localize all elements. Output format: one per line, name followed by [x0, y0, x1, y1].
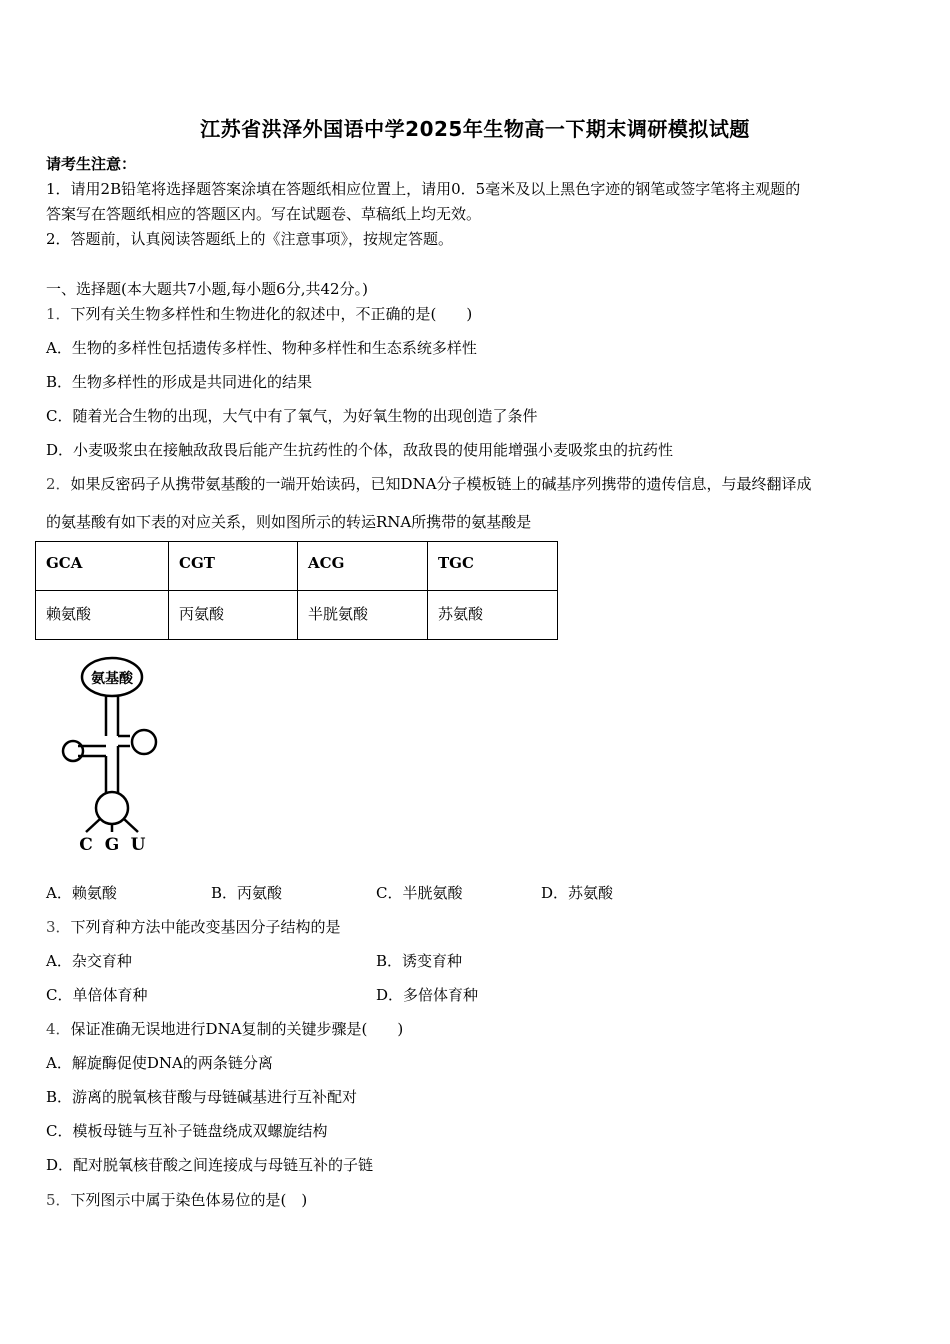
q4-option-b: B．游离的脱氧核苷酸与母链碱基进行互补配对	[46, 1088, 358, 1106]
table-cell: CGT	[169, 542, 298, 591]
table-cell: 丙氨酸	[169, 591, 298, 640]
q2-option-a: A．赖氨酸	[46, 884, 117, 902]
table-cell: TGC	[428, 542, 558, 591]
question-2-stem	[46, 473, 812, 494]
q4-option-d: D．配对脱氧核苷酸之间连接成与母链互补的子链	[46, 1156, 374, 1174]
table-cell: 赖氨酸	[36, 591, 169, 640]
notice-line-1: 1．请用2B铅笔将选择题答案涂填在答题纸相应位置上，请用0．5毫米及以上黑色字迹的钢笔或签字笔将主观题的	[46, 180, 801, 198]
q1-option-b: B．生物多样性的形成是共同进化的结果	[46, 373, 313, 391]
question-number: 2．	[46, 475, 71, 493]
question-4-stem	[46, 1018, 403, 1039]
notice-heading: 请考生注意：	[46, 155, 137, 173]
question-number: 4．	[46, 1020, 71, 1038]
page-title: 江苏省洪泽外国语中学2025年生物高一下期末调研模拟试题	[200, 117, 750, 141]
question-number: 1．	[46, 305, 71, 323]
q4-option-c: C．模板母链与互补子链盘绕成双螺旋结构	[46, 1122, 328, 1140]
question-3-stem	[46, 916, 341, 937]
question-text: 下列有关生物多样性和生物进化的叙述中，不正确的是( )	[70, 305, 473, 323]
table-row	[36, 591, 558, 640]
question-1-stem	[46, 303, 472, 324]
table-cell: 半胱氨酸	[298, 591, 428, 640]
q2-option-d: D．苏氨酸	[541, 884, 614, 902]
q4-option-a: A．解旋酶促使DNA的两条链分离	[46, 1054, 273, 1072]
q2-option-b: B．丙氨酸	[211, 884, 283, 902]
q1-option-a: A．生物的多样性包括遗传多样性、物种多样性和生态系统多样性	[46, 339, 477, 357]
table-cell: 苏氨酸	[428, 591, 558, 640]
q3-option-a: A．杂交育种	[46, 952, 132, 970]
q1-option-d: D．小麦吸浆虫在接触敌敌畏后能产生抗药性的个体，敌敌畏的使用能增强小麦吸浆虫的抗药性	[46, 441, 674, 459]
table-cell: ACG	[298, 542, 428, 591]
table-cell: GCA	[36, 542, 169, 591]
q3-option-d: D．多倍体育种	[376, 986, 479, 1004]
anticodon-base: C	[79, 835, 93, 855]
anticodon-base: U	[130, 835, 146, 855]
q3-option-b: B．诱变育种	[376, 952, 463, 970]
notice-line-2: 2．答题前，认真阅读答题纸上的《注意事项》，按规定答题。	[46, 230, 454, 248]
table-row	[36, 542, 558, 591]
question-text: 如果反密码子从携带氨基酸的一端开始读码，已知DNA分子模板链上的碱基序列携带的遗传信息，与最终翻译成	[70, 475, 812, 493]
question-2-stem-cont: 的氨基酸有如下表的对应关系，则如图所示的转运RNA所携带的氨基酸是	[46, 513, 532, 531]
section-heading: 一、选择题(本大题共7小题,每小题6分,共42分。)	[46, 280, 368, 298]
q2-option-c: C．半胱氨酸	[376, 884, 463, 902]
question-5-stem	[46, 1189, 307, 1210]
trna-diagram	[58, 656, 168, 856]
trna-top-label: 氨基酸	[91, 671, 133, 687]
anticodon-base: G	[104, 835, 120, 855]
question-text: 保证准确无误地进行DNA复制的关键步骤是( )	[70, 1020, 404, 1038]
q3-option-c: C．单倍体育种	[46, 986, 148, 1004]
question-number: 5．	[46, 1191, 71, 1209]
q1-option-c: C．随着光合生物的出现，大气中有了氧气，为好氧生物的出现创造了条件	[46, 407, 538, 425]
question-text: 下列图示中属于染色体易位的是( )	[70, 1191, 308, 1209]
codon-table	[35, 541, 558, 640]
question-number: 3．	[46, 918, 71, 936]
notice-line-1-cont: 答案写在答题纸相应的答题区内。写在试题卷、草稿纸上均无效。	[46, 205, 482, 223]
question-text: 下列育种方法中能改变基因分子结构的是	[70, 918, 341, 936]
